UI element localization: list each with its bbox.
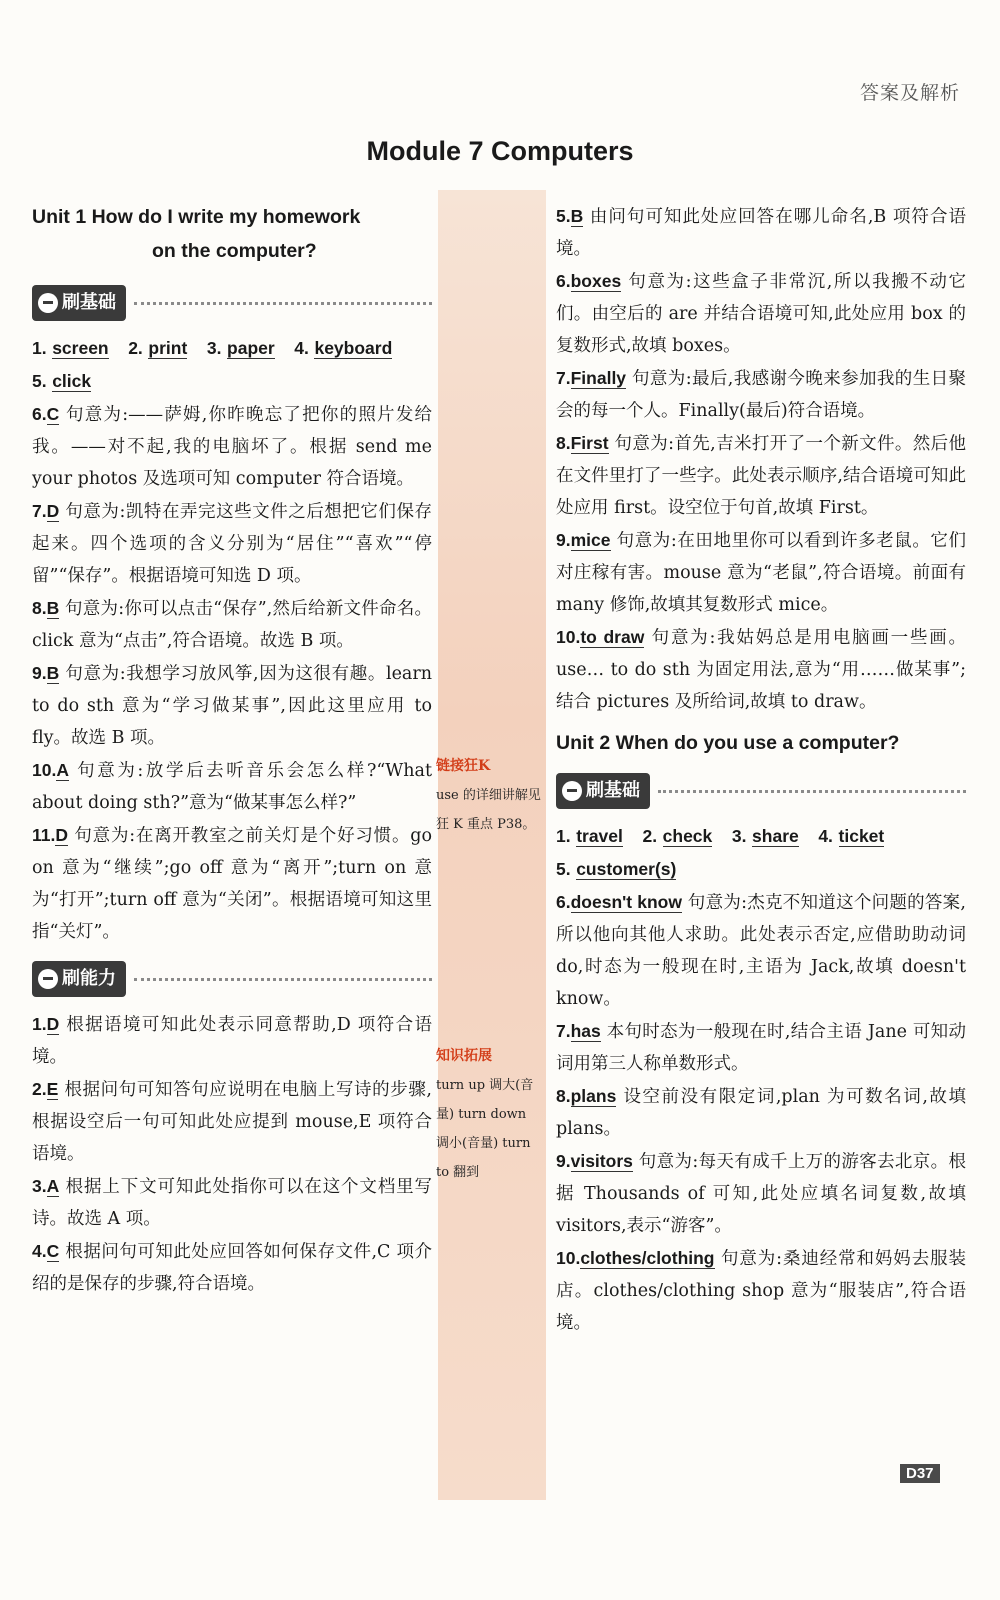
section-badge-basics	[556, 774, 966, 808]
answer-key: C	[46, 404, 60, 424]
answer-explanation: 句意为:这些盒子非常沉,所以我搬不动它们。由空后的 are 并结合语境可知,此处应用 box 的复数形式,故填 boxes。	[556, 272, 966, 356]
answer-key: Finally	[570, 368, 627, 388]
section-badge-basics	[32, 286, 432, 320]
answer-key: customer(s)	[576, 859, 677, 879]
answer-number: 7.	[32, 501, 47, 521]
answer-row	[32, 365, 432, 398]
side-note-text: turn up 调大(音量) turn down 调小(音量) turn to 翻到	[436, 1078, 534, 1180]
page-title: Module 7 Computers	[366, 136, 634, 166]
answer-item	[556, 200, 966, 265]
answer-number: 3.	[731, 826, 747, 846]
answer-item	[556, 427, 966, 524]
answer-explanation: 句意为:——萨姆,你昨晚忘了把你的照片发给我。——对不起,我的电脑坏了。根据 send me your photos 及选项可知 computer 符合语境。	[32, 405, 432, 489]
answer-key: D	[46, 1014, 60, 1034]
answer-item	[556, 265, 966, 362]
answer-key: to draw	[580, 627, 645, 647]
answer-number: 5.	[556, 206, 571, 226]
answer-explanation: 根据问句可知答句应说明在电脑上写诗的步骤,根据设空后一句可知此处应提到 mouse,E 项符合语境。	[32, 1080, 432, 1164]
badge-label: 刷基础	[586, 780, 640, 801]
answer-number: 4.	[294, 338, 309, 358]
answer-key: B	[570, 206, 584, 226]
badge-label: 刷能力	[62, 968, 116, 989]
answer-number: 7.	[556, 1021, 571, 1041]
side-note-extension	[436, 1042, 542, 1187]
answer-number: 11.	[32, 825, 56, 845]
answer-key: travel	[576, 826, 623, 846]
side-note-link	[436, 752, 542, 839]
answer-item	[556, 621, 966, 718]
answer-number: 1.	[32, 1014, 47, 1034]
answer-key: B	[46, 598, 60, 618]
answer-explanation: 句意为:我姑妈总是用电脑画一些画。use… to do sth 为固定用法,意为“用……做某事”;结合 pictures 及所给词,故填 to draw。	[556, 628, 966, 712]
answer-number: 6.	[556, 271, 571, 291]
unit1-heading-line1: Unit 1 How do I write my homework	[32, 206, 361, 228]
brush-icon	[38, 969, 58, 989]
answer-row	[556, 853, 966, 886]
answer-number: 2.	[128, 338, 143, 358]
answer-item	[32, 1235, 432, 1300]
badge-label: 刷基础	[62, 292, 116, 313]
side-note-label: 知识拓展	[436, 1048, 492, 1064]
answer-key: visitors	[570, 1151, 633, 1171]
answer-key: ticket	[838, 826, 885, 846]
answer-key: doesn't know	[570, 892, 682, 912]
answer-key: keyboard	[314, 338, 393, 358]
answer-explanation: 本句时态为一般现在时,结合主语 Jane 可知动词用第三人称单数形式。	[556, 1022, 966, 1074]
page-header-label: 答案及解析	[859, 82, 960, 104]
answer-row	[556, 820, 966, 853]
answer-key: D	[55, 825, 69, 845]
answer-explanation: 句意为:杰克不知道这个问题的答案,所以他向其他人求助。此处表示否定,应借助助动词 do,时态为一般现在时,主语为 Jack,故填 doesn't know。	[556, 893, 966, 1009]
answer-number: 5.	[556, 859, 571, 879]
unit1-heading-line2: on the computer?	[152, 240, 317, 262]
answer-explanation: 句意为:在田地里你可以看到许多老鼠。它们对庄稼有害。mouse 意为“老鼠”,符合语境。前面有 many 修饰,故填其复数形式 mice。	[556, 531, 966, 615]
answer-key: share	[752, 826, 799, 846]
brush-icon	[38, 293, 58, 313]
answer-explanation: 根据上下文可知此处指你可以在这个文档里写诗。故选 A 项。	[32, 1177, 432, 1229]
answer-number: 7.	[556, 368, 571, 388]
answer-explanation: 句意为:我想学习放风筝,因为这很有趣。learn to do sth 意为“学习做某事”,因此这里应用 to fly。故选 B 项。	[32, 664, 432, 748]
answer-key: clothes/clothing	[580, 1248, 715, 1268]
answer-item	[556, 886, 966, 1015]
answer-number: 10.	[556, 1248, 581, 1268]
answer-item	[32, 398, 432, 495]
answer-item	[32, 1073, 432, 1170]
answer-number: 9.	[32, 663, 47, 683]
answer-item	[556, 1242, 966, 1339]
answer-number: 5.	[32, 371, 47, 391]
answer-item	[556, 524, 966, 621]
dotted-rule	[134, 302, 432, 305]
answer-key: paper	[227, 338, 275, 358]
right-column	[556, 200, 966, 1339]
answer-key: A	[46, 1176, 60, 1196]
answer-key: print	[148, 338, 188, 358]
answer-item	[32, 1170, 432, 1235]
answer-number: 9.	[556, 530, 571, 550]
answer-number: 4.	[32, 1241, 47, 1261]
side-note-strip	[438, 190, 546, 1500]
answer-item	[32, 1008, 432, 1073]
page-number: D37	[900, 1464, 940, 1483]
unit1-heading	[32, 200, 432, 268]
answer-explanation: 由问句可知此处应回答在哪儿命名,B 项符合语境。	[556, 207, 966, 259]
answer-number: 9.	[556, 1151, 571, 1171]
answer-number: 4.	[818, 826, 833, 846]
answer-item	[556, 1145, 966, 1242]
answer-key: check	[662, 826, 713, 846]
answer-explanation: 根据语境可知此处表示同意帮助,D 项符合语境。	[32, 1015, 432, 1067]
answer-number: 6.	[32, 404, 47, 424]
answer-key: boxes	[570, 271, 622, 291]
answer-key: D	[46, 501, 60, 521]
answer-number: 3.	[32, 1176, 47, 1196]
answer-number: 1.	[32, 338, 47, 358]
answer-key: C	[46, 1241, 60, 1261]
unit2-heading: Unit 2 When do you use a computer?	[556, 732, 900, 754]
dotted-rule	[658, 790, 966, 793]
section-badge-ability	[32, 962, 432, 996]
answer-key: plans	[570, 1086, 617, 1106]
answer-key: click	[52, 371, 92, 391]
side-note-text: use 的详细讲解见狂 K 重点 P38。	[436, 788, 541, 832]
answer-explanation: 根据问句可知此处应回答如何保存文件,C 项介绍的是保存的步骤,符合语境。	[32, 1242, 432, 1294]
answer-number: 2.	[32, 1079, 47, 1099]
brush-icon	[562, 781, 582, 801]
answer-number: 3.	[206, 338, 222, 358]
answer-explanation: 句意为:桑迪经常和妈妈去服装店。clothes/clothing shop 意为“服装店”,符合语境。	[556, 1249, 966, 1333]
answer-number: 1.	[556, 826, 571, 846]
answer-key: E	[46, 1079, 59, 1099]
answer-item	[556, 1015, 966, 1080]
answer-number: 10.	[556, 627, 581, 647]
answer-explanation: 设空前没有限定词,plan 为可数名词,故填 plans。	[556, 1087, 966, 1139]
answer-item	[32, 495, 432, 592]
answer-number: 8.	[556, 433, 571, 453]
answer-key: A	[56, 760, 69, 780]
answer-item	[32, 819, 432, 948]
answer-number: 8.	[556, 1086, 571, 1106]
answer-number: 6.	[556, 892, 571, 912]
answer-explanation: 句意为:最后,我感谢今晚来参加我的生日聚会的每一个人。Finally(最后)符合语境。	[556, 369, 966, 421]
answer-explanation: 句意为:在离开教室之前关灯是个好习惯。go on 意为“继续”;go off 意为“离开”;turn on 意为“打开”;turn off 意为“关闭”。根据语境可知这里指“关灯”。	[32, 826, 432, 942]
answer-number: 8.	[32, 598, 47, 618]
answer-row	[32, 332, 432, 365]
answer-item	[32, 754, 432, 819]
answer-item	[556, 362, 966, 427]
answer-item	[556, 1080, 966, 1145]
answer-key: mice	[570, 530, 611, 550]
answer-explanation: 句意为:每天有成千上万的游客去北京。根据 Thousands of 可知,此处应填名词复数,故填 visitors,表示“游客”。	[556, 1152, 966, 1236]
answer-key: has	[570, 1021, 601, 1041]
answer-number: 10.	[32, 760, 57, 780]
answer-item	[32, 657, 432, 754]
answer-key: First	[570, 433, 609, 453]
side-note-label: 链接狂K	[436, 758, 491, 774]
answer-key: screen	[52, 338, 109, 358]
answer-explanation: 句意为:凯特在弄完这些文件之后想把它们保存起来。四个选项的含义分别为“居住”“喜欢”“停留”“保存”。根据语境可知选 D 项。	[32, 502, 432, 586]
left-column	[32, 200, 432, 1300]
answer-explanation: 句意为:放学后去听音乐会怎么样?“What about doing sth?”意为“做某事怎么样?”	[32, 761, 432, 813]
dotted-rule	[134, 978, 432, 981]
answer-explanation: 句意为:你可以点击“保存”,然后给新文件命名。click 意为“点击”,符合语境。故选 B 项。	[32, 599, 432, 651]
answer-item	[32, 592, 432, 657]
answer-key: B	[46, 663, 60, 683]
answer-explanation: 句意为:首先,吉米打开了一个新文件。然后他在文件里打了一些字。此处表示顺序,结合语境可知此处应用 first。设空位于句首,故填 First。	[556, 434, 966, 518]
answer-number: 2.	[642, 826, 658, 846]
